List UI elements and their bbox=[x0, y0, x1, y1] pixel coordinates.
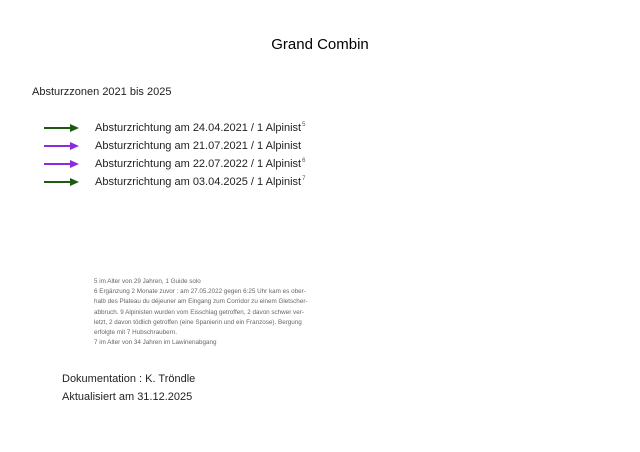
footnote-line: erfolgte mit 7 Hubschraubern. bbox=[94, 329, 177, 337]
legend-item bbox=[44, 155, 404, 173]
legend-label-text: Absturzrichtung am 22.07.2022 / 1 Alpinist bbox=[95, 158, 302, 170]
footnotes bbox=[94, 277, 326, 348]
footnote-ref: 6 bbox=[302, 158, 306, 165]
arrow-head bbox=[70, 178, 79, 186]
legend-label bbox=[95, 158, 305, 170]
page-title: Grand Combin bbox=[271, 36, 369, 53]
legend-label bbox=[95, 176, 305, 188]
footnote-ref: 5 bbox=[302, 122, 306, 129]
legend-label-text: Absturzrichtung am 03.04.2025 / 1 Alpinist bbox=[95, 176, 302, 188]
documentation-credit: Dokumentation : K. Tröndle bbox=[62, 373, 196, 385]
footnote-ref: 7 bbox=[302, 176, 306, 183]
footnote-line: letzt, 2 davon tödlich getroffen (eine Spanierin und ein Franzose). Bergung bbox=[94, 318, 302, 326]
updated-date: Aktualisiert am 31.12.2025 bbox=[62, 391, 193, 403]
legend-label-text: Absturzrichtung am 21.07.2021 / 1 Alpinist bbox=[95, 140, 302, 152]
arrow-head bbox=[70, 160, 79, 168]
legend-item bbox=[44, 173, 404, 191]
legend-item bbox=[44, 137, 404, 155]
footnote-line: 7 im Alter von 34 Jahren im Lawinenabgang bbox=[94, 339, 217, 347]
arrow-right-icon bbox=[44, 141, 80, 151]
arrow-right-icon bbox=[44, 177, 80, 187]
legend-label bbox=[95, 122, 305, 134]
footnote-line: 6 Ergänzung 2 Monate zuvor : am 27.05.2022 gegen 6:25 Uhr kam es ober- bbox=[94, 288, 306, 296]
footnote-line: halb des Plateau du déjeuner am Eingang zum Corridor zu einem Gletscher- bbox=[94, 298, 308, 306]
arrow-head bbox=[70, 124, 79, 132]
footnote-line: abbruch. 9 Alpinisten wurden vom Eisschlag getroffen, 2 davon schwer ver- bbox=[94, 308, 304, 316]
legend-item bbox=[44, 119, 404, 137]
arrow-right-icon bbox=[44, 159, 80, 169]
legend-label bbox=[95, 140, 302, 152]
legend bbox=[44, 119, 404, 191]
arrow-right-icon bbox=[44, 123, 80, 133]
subtitle: Absturzzonen 2021 bis 2025 bbox=[32, 86, 172, 98]
footnote-line: 5 im Alter von 29 Jahren, 1 Guide solo bbox=[94, 278, 201, 285]
legend-label-text: Absturzrichtung am 24.04.2021 / 1 Alpinist bbox=[95, 122, 302, 134]
arrow-head bbox=[70, 142, 79, 150]
